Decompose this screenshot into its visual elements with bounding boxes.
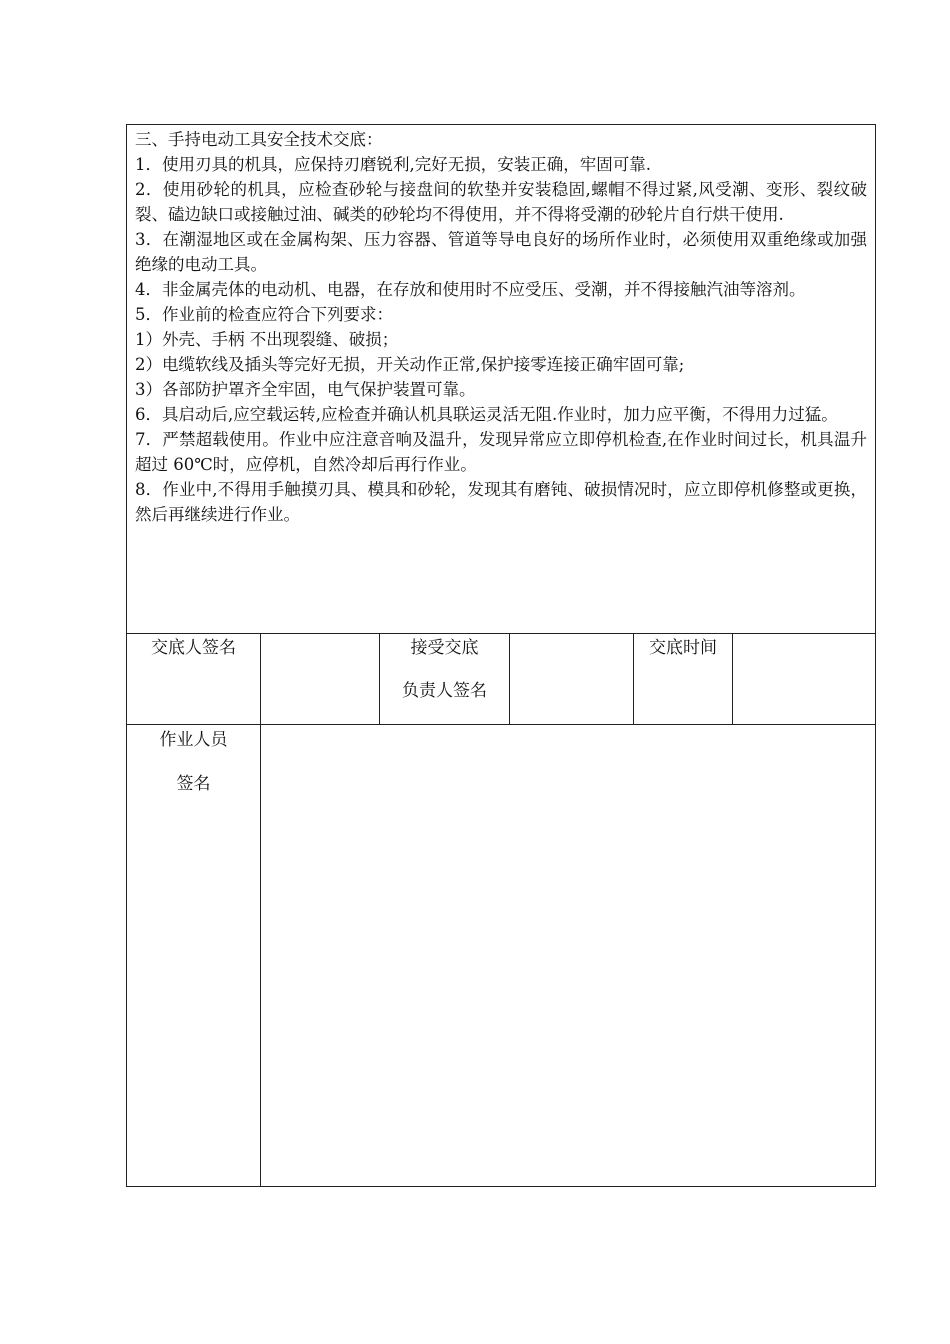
clause-2: 2．使用砂轮的机具，应检查砂轮与接盘间的软垫并安装稳固,螺帽不得过紧,风受潮、变形、裂纹破裂、磕边缺口或接触过油、碱类的砂轮均不得使用，并不得将受潮的砂轮片自行烘干使用. <box>135 180 867 224</box>
clause-3: 3．在潮湿地区或在金属构架、压力容器、管道等导电良好的场所作业时，必须使用双重绝缘或加强绝缘的电动工具。 <box>135 230 867 274</box>
receiver-label-line1: 接受交底 <box>410 638 479 658</box>
safety-content-cell <box>127 125 875 634</box>
clause-4: 4．非金属壳体的电动机、电器，在存放和使用时不应受压、受潮，并不得接触汽油等溶剂。 <box>135 280 806 299</box>
workers-label-line1: 作业人员 <box>159 730 228 750</box>
clause-5: 5．作业前的检查应符合下列要求： <box>135 305 393 324</box>
receiver-signature-field[interactable] <box>510 634 633 724</box>
discloser-label: 交底人签名 <box>151 638 236 658</box>
receiver-label-line2: 负责人签名 <box>402 681 487 701</box>
discloser-signature-field[interactable] <box>261 634 379 724</box>
clause-5-sub-1: 1）外壳、手柄 不出现裂缝、破损； <box>135 330 399 349</box>
clause-1: 1．使用刃具的机具，应保持刃磨锐利,完好无损，安装正确，牢固可靠. <box>135 155 651 174</box>
clause-7: 7．严禁超载使用。作业中应注意音响及温升，发现异常应立即停机检查,在作业时间过长，机具温升超过 60℃时，应停机，自然冷却后再行作业。 <box>135 430 867 474</box>
clause-8: 8．作业中,不得用手触摸刃具、模具和砂轮，发现其有磨钝、破损情况时，应立即停机修整或更换，然后再继续进行作业。 <box>135 480 867 524</box>
disclosure-time-field[interactable] <box>733 634 875 724</box>
workers-signature-field[interactable] <box>261 725 875 1185</box>
disclosure-time-label: 交底时间 <box>649 638 717 658</box>
workers-label-line2: 签名 <box>176 774 211 794</box>
clause-5-sub-3: 3）各部防护罩齐全牢固，电气保护装置可靠。 <box>135 380 476 399</box>
workers-signature-row <box>127 725 875 1186</box>
section-heading: 三、手持电动工具安全技术交底： <box>135 130 383 149</box>
clause-5-sub-2: 2）电缆软线及插头等完好无损，开关动作正常,保护接零连接正确牢固可靠; <box>135 355 685 374</box>
signature-row <box>127 634 875 725</box>
clause-6: 6．具启动后,应空载运转,应检查并确认机具联运灵活无阻.作业时，加力应平衡，不得用力过猛。 <box>135 405 838 424</box>
disclosure-form <box>126 124 876 1187</box>
